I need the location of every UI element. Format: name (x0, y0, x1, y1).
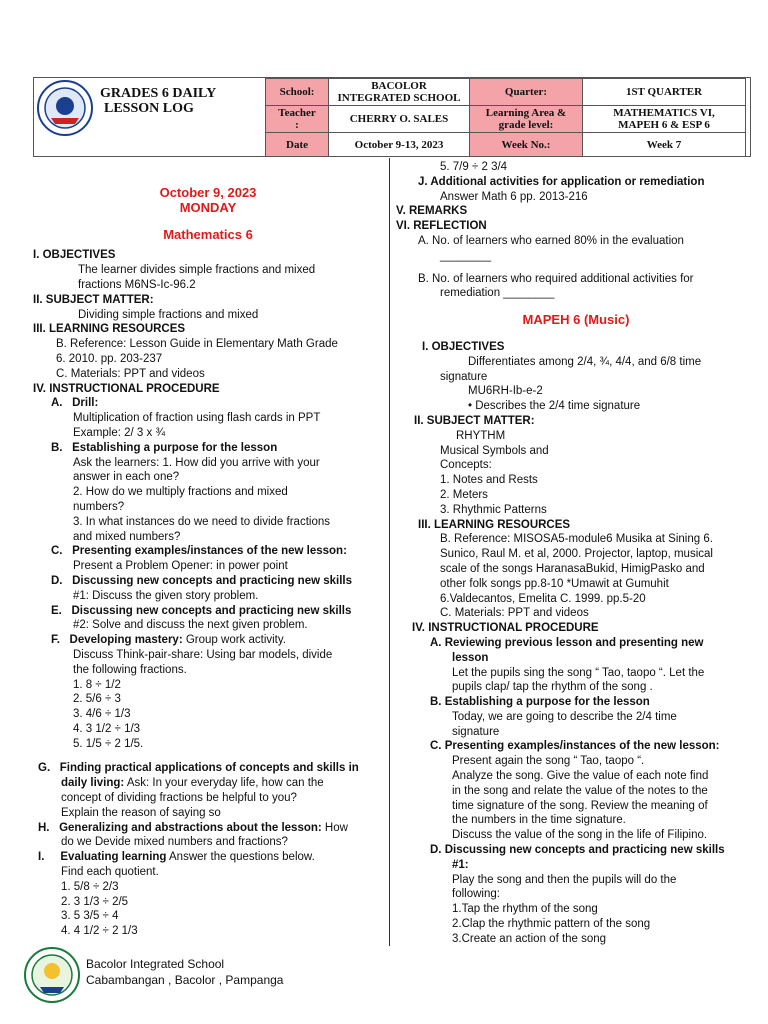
text-line: Present again the song “ Tao, taopo “. (452, 755, 645, 768)
item-label: F. Developing mastery: Group work activity. (51, 634, 286, 647)
item-label: B. Establishing a purpose for the lesson (430, 696, 650, 709)
procedure-heading: IV. INSTRUCTIONAL PROCEDURE (412, 622, 599, 635)
subject-matter-heading: II. SUBJECT MATTER: (414, 414, 535, 427)
item-label: G. Finding practical applications of concepts and skills in (38, 762, 359, 775)
text-line: 3. In what instances do we need to divide fractions (73, 515, 330, 528)
remarks-heading: V. REMARKS (396, 205, 468, 218)
mapeh-title: MAPEH 6 (Music) (522, 312, 630, 328)
text-line: Concepts: (440, 459, 492, 472)
text-line: Let the pupils sing the song “ Tao, taopo “. Let the (452, 666, 705, 679)
date-value: October 9-13, 2023 (329, 133, 470, 157)
footer (86, 956, 283, 988)
text-line: 6.Valdecantos, Emelita C. 1999. pp.5-20 (440, 592, 646, 605)
log-title (100, 86, 216, 116)
list-item: 2. Meters (440, 488, 488, 501)
list-item: 2. 5/6 ÷ 3 (73, 693, 121, 706)
column-divider (389, 158, 390, 946)
item-label: D. Discussing new concepts and practicing new skills (430, 844, 725, 857)
text-line: C. Materials: PPT and videos (56, 367, 205, 380)
text-line: fractions M6NS-Ic-96.2 (78, 278, 196, 291)
teacher-label: Teacher : (266, 106, 329, 133)
text-line: Discuss Think-pair-share: Using bar models, divide (73, 648, 333, 661)
item-label: E. Discussing new concepts and practicing new skills (51, 604, 352, 617)
list-item: 3. 5 3/5 ÷ 4 (61, 910, 119, 923)
text-line: scale of the songs HaranasaBukid, HimigPasko and (440, 562, 705, 575)
text-line: #1: Discuss the given story problem. (73, 589, 259, 602)
item-label: A. Drill: (51, 397, 99, 410)
item-label: lesson (452, 651, 489, 664)
list-item: 3.Create an action of the song (452, 932, 607, 945)
list-item: 4. 4 1/2 ÷ 2 1/3 (61, 925, 138, 938)
item-label: A. Reviewing previous lesson and presenting new (430, 636, 704, 649)
text-line: other folk songs pp.8-10 *Umawit at Gumuhit (440, 577, 669, 590)
item-label: C. Presenting examples/instances of the new lesson: (430, 740, 720, 753)
learning-resources-heading: III. LEARNING RESOURCES (418, 518, 571, 531)
week-value: Week 7 (583, 133, 746, 157)
item-label: B. Establishing a purpose for the lesson (51, 441, 278, 454)
list-item: 4. 3 1/2 ÷ 1/3 (73, 722, 141, 735)
text-line: Dividing simple fractions and mixed (78, 308, 259, 321)
quarter-value: 1ST QUARTER (583, 79, 746, 106)
list-item: 1. 5/8 ÷ 2/3 (61, 880, 119, 893)
text-line: answer in each one? (73, 471, 180, 484)
text-line: Play the song and then the pupils will do the (452, 873, 677, 886)
list-item: 2. 3 1/3 ÷ 2/5 (61, 895, 129, 908)
text-line: The learner divides simple fractions and mixed (78, 264, 316, 277)
text-line: following: (452, 888, 500, 901)
title-line-1: GRADES 6 DAILY (100, 86, 217, 101)
right-column (396, 160, 756, 947)
item-label: C. Presenting examples/instances of the new lesson: (51, 545, 347, 558)
text-line: MU6RH-Ib-e-2 (468, 385, 543, 398)
text-line: 2. How do we multiply fractions and mixed (73, 486, 288, 499)
item-label: D. Discussing new concepts and practicing new skills (51, 574, 353, 587)
footer-school: Bacolor Integrated School (86, 957, 225, 971)
lesson-date: October 9, 2023 (159, 185, 257, 200)
learning-area-label: Learning Area & grade level: (470, 106, 583, 133)
text-line: Find each quotient. (61, 866, 159, 879)
procedure-heading: IV. INSTRUCTIONAL PROCEDURE (33, 382, 220, 395)
text-line: the following fractions. (73, 663, 187, 676)
objectives-heading: I. OBJECTIVES (422, 340, 505, 353)
info-table (265, 78, 746, 157)
deped-seal-icon (37, 80, 93, 136)
text-line: RHYTHM (456, 429, 506, 442)
date-label: Date (266, 133, 329, 157)
text-line: #2: Solve and discuss the next given problem. (73, 619, 308, 632)
text-line: Today, we are going to describe the 2/4 time (452, 710, 677, 723)
list-item: • Describes the 2/4 time signature (468, 400, 641, 413)
text-line: 6. 2010. pp. 203-237 (56, 352, 163, 365)
text-line: Sunico, Raul M. et al, 2000. Projector, laptop, musical (440, 548, 713, 561)
text-line: do we Devide mixed numbers and fractions? (61, 836, 288, 849)
list-item: 2.Clap the rhythmic pattern of the song (452, 918, 651, 931)
text-line: the numbers in the time signature. (452, 814, 626, 827)
item-label: I. Evaluating learning Answer the questions below. (38, 851, 315, 864)
reflection-heading: VI. REFLECTION (396, 220, 487, 233)
school-seal-icon (24, 947, 80, 1003)
text-line: concept of dividing fractions be helpful to you? (61, 792, 297, 805)
list-item: 1. 8 ÷ 1/2 (73, 678, 121, 691)
footer-address: Cabambangan , Bacolor , Pampanga (86, 973, 284, 987)
learning-area-value: MATHEMATICS VI, MAPEH 6 & ESP 6 (583, 106, 746, 133)
text-line: daily living: Ask: In your everyday life, how can the (61, 777, 324, 790)
text-line: remediation ________ (440, 287, 555, 300)
text-line: B. No. of learners who required additional activities for (418, 272, 694, 285)
text-line: A. No. of learners who earned 80% in the evaluation (418, 234, 684, 247)
text-line: Discuss the value of the song in the life of Filipino. (452, 829, 708, 842)
learning-resources-heading: III. LEARNING RESOURCES (33, 323, 186, 336)
text-line: Multiplication of fraction using flash cards in PPT (73, 412, 321, 425)
text-line: in the song and relate the value of the notes to the (452, 784, 708, 797)
text-line: signature (452, 725, 500, 738)
list-item: 1.Tap the rhythm of the song (452, 903, 598, 916)
title-line-2: LESSON LOG (104, 101, 194, 116)
list-item: 1. Notes and Rests (440, 474, 538, 487)
text-line: time signature of the song. Review the meaning of (452, 799, 708, 812)
text-line: Example: 2/ 3 x ¾ (73, 426, 166, 439)
text-line: Ask the learners: 1. How did you arrive with your (73, 456, 320, 469)
text-line: Musical Symbols and (440, 444, 549, 457)
week-label: Week No.: (470, 133, 583, 157)
quarter-label: Quarter: (470, 79, 583, 106)
text-line: Answer Math 6 pp. 2013-216 (440, 190, 588, 203)
objectives-heading: I. OBJECTIVES (33, 249, 116, 262)
lesson-day: MONDAY (179, 199, 237, 215)
text-line: B. Reference: MISOSA5-module6 Musika at Sining 6. (440, 533, 713, 546)
text-line: Present a Problem Opener: in power point (73, 560, 288, 573)
text-line: pupils clap/ tap the rhythm of the song . (452, 681, 653, 694)
list-item: 3. 4/6 ÷ 1/3 (73, 708, 131, 721)
list-item: 5. 7/9 ÷ 2 3/4 (440, 161, 508, 173)
text-line: Differentiates among 2/4, ¾, 4/4, and 6/8 time (468, 355, 702, 368)
text-line: and mixed numbers? (73, 530, 181, 543)
blank-line: ________ (440, 249, 492, 262)
item-label: J. Additional activities for application or remediation (418, 175, 705, 188)
text-line: signature (440, 370, 488, 383)
item-label: #1: (452, 858, 469, 871)
teacher-value: CHERRY O. SALES (329, 106, 470, 133)
text-line: Explain the reason of saying so (61, 806, 221, 819)
text-line: numbers? (73, 500, 125, 513)
text-line: Analyze the song. Give the value of each note find (452, 770, 709, 783)
list-item: 5. 1/5 ÷ 2 1/5. (73, 737, 144, 750)
left-column (33, 186, 383, 939)
text-line: C. Materials: PPT and videos (440, 607, 589, 620)
subject-title: Mathematics 6 (163, 226, 253, 242)
school-value: BACOLOR INTEGRATED SCHOOL (329, 79, 470, 106)
text-line: B. Reference: Lesson Guide in Elementary Math Grade (56, 338, 338, 351)
school-label: School: (266, 79, 329, 106)
subject-matter-heading: II. SUBJECT MATTER: (33, 293, 154, 306)
item-label: H. Generalizing and abstractions about the lesson: How (38, 821, 348, 834)
list-item: 3. Rhythmic Patterns (440, 503, 547, 516)
